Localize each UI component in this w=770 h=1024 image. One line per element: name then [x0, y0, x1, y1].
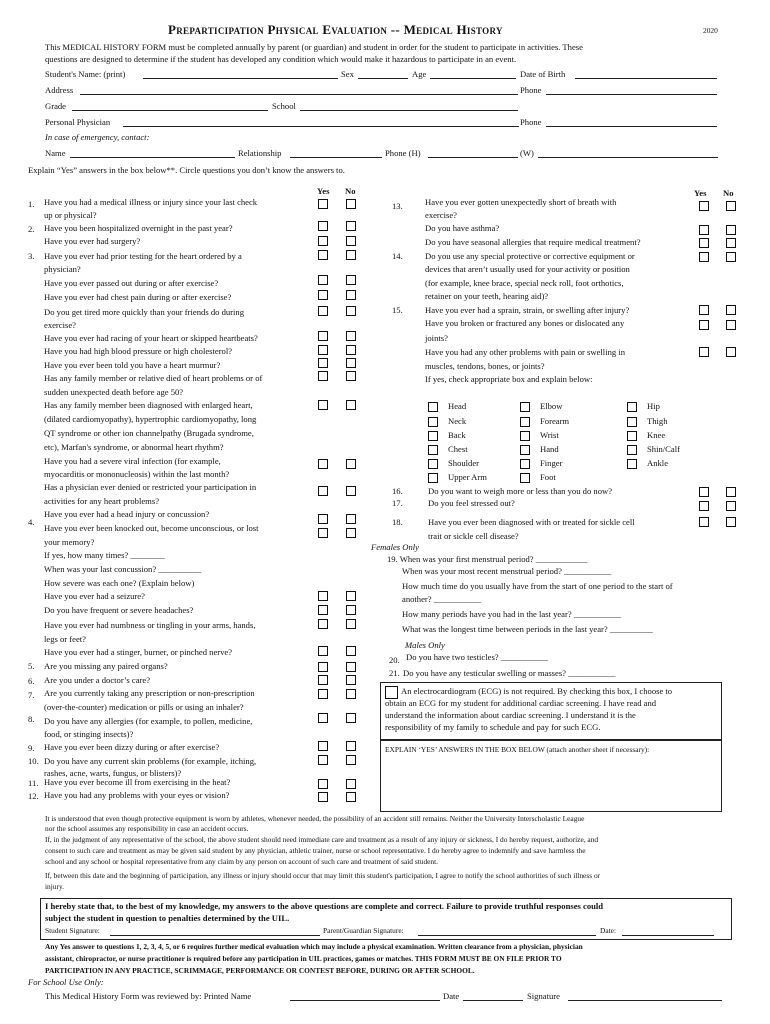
left-question-line: myocarditis or mononucleosis) within the last month?: [44, 469, 230, 479]
yes-checkbox[interactable]: [318, 675, 328, 685]
yes-checkbox[interactable]: [318, 514, 328, 524]
yes-checkbox[interactable]: [318, 662, 328, 672]
signature-label: Signature: [527, 991, 560, 1001]
no-checkbox[interactable]: [346, 221, 356, 231]
yes-checkbox[interactable]: [699, 225, 709, 235]
left-question-line: Have you ever had chest pain during or after exercise?: [44, 292, 232, 302]
right-question-line: Do you have asthma?: [425, 223, 500, 233]
left-question-line: exercise?: [44, 320, 76, 330]
left-question-line: Have you ever had racing of your heart or skipped heartbeats?: [44, 333, 258, 343]
no-checkbox[interactable]: [346, 275, 356, 285]
question-17: Do you feel stressed out?: [428, 498, 515, 508]
left-question-line: Have you ever been dizzy during or after exercise?: [44, 742, 220, 752]
yes-checkbox[interactable]: [318, 741, 328, 751]
males-only-label: Males Only: [405, 640, 445, 650]
ecg-line-1: An electrocardiogram (ECG) is not required. By checking this box, I choose to: [401, 686, 673, 696]
yes-checkbox[interactable]: [318, 358, 328, 368]
right-question-line: Do you have seasonal allergies that require medical treatment?: [425, 237, 641, 247]
form-year: 2020: [703, 26, 718, 35]
no-checkbox[interactable]: [726, 320, 736, 330]
yes-checkbox[interactable]: [699, 320, 709, 330]
right-question-line: Have you ever gotten unexpectedly short of breath with: [425, 197, 617, 207]
yes-checkbox[interactable]: [318, 236, 328, 246]
yes-checkbox[interactable]: [318, 591, 328, 601]
body-part-checkbox[interactable]: [428, 459, 438, 469]
physician-phone-label: Phone: [520, 117, 542, 127]
question-20-number: 20.: [389, 655, 400, 665]
left-question-number: 8.: [28, 714, 35, 724]
right-question-line: Have you had any other problems with pain or swelling in: [425, 347, 626, 357]
no-checkbox[interactable]: [346, 486, 356, 496]
age-label: Age: [412, 69, 427, 79]
right-question-line: retainer on your teeth, hearing aid)?: [425, 291, 549, 301]
sex-field[interactable]: [358, 78, 408, 79]
left-question-line: your memory?: [44, 537, 95, 547]
address-label: Address: [45, 85, 74, 95]
left-question-number: 1.: [28, 199, 35, 209]
intro-line-2: questions are designed to determine if the student has developed any condition which would make it hazardous to participate in an event.: [45, 54, 517, 64]
body-part-checkbox[interactable]: [627, 431, 637, 441]
left-question-line: QT syndrome or other ion channelpathy (Brugada syndrome,: [44, 428, 254, 438]
question-18-line-1: Have you ever been diagnosed with or treated for sickle cell: [428, 517, 635, 527]
left-question-line: Have you ever had a head injury or concussion?: [44, 509, 210, 519]
yes-checkbox[interactable]: [699, 252, 709, 262]
left-question-line: Have you ever had prior testing for the heart ordered by a: [44, 251, 242, 261]
left-question-number: 3.: [28, 251, 35, 261]
parent-signature-field[interactable]: [418, 935, 596, 936]
body-part-label: Hand: [540, 444, 559, 454]
physician-phone-field[interactable]: [546, 126, 717, 127]
student-signature-label: Student Signature:: [45, 926, 100, 935]
left-question-line: Have you ever had a stinger, burner, or pinched nerve?: [44, 647, 233, 657]
no-checkbox[interactable]: [346, 779, 356, 789]
left-question-line: sudden unexpected death before age 50?: [44, 387, 184, 397]
body-part-label: Shin/Calf: [647, 444, 680, 454]
body-part-checkbox[interactable]: [520, 402, 530, 412]
body-part-checkbox[interactable]: [627, 402, 637, 412]
ecg-line-3: understand the information about cardiac screening. I understand it is the: [385, 710, 636, 720]
sex-label: Sex: [341, 69, 354, 79]
left-question-line: Do you have any allergies (for example, to pollen, medicine,: [44, 716, 253, 726]
left-question-line: Have you had high blood pressure or high cholesterol?: [44, 346, 233, 356]
question-20: Do you have two testicles? ___________: [406, 652, 549, 662]
any-yes-1: Any Yes answer to questions 1, 2, 3, 4, 5, or 6 requires further medical evaluation which may include a physical examination. Written clearance from a physician, physician: [45, 942, 583, 951]
right-question-line: exercise?: [425, 210, 457, 220]
phone-label: Phone: [520, 85, 542, 95]
left-question-line: legs or feet?: [44, 634, 86, 644]
form-title: Preparticipation Physical Evaluation -- Medical History: [168, 22, 503, 37]
ecg-line-4: responsibility of my family to schedule and pay for such ECG.: [385, 722, 601, 732]
left-question-line: physician?: [44, 264, 81, 274]
no-checkbox[interactable]: [346, 371, 356, 381]
no-checkbox[interactable]: [726, 487, 736, 497]
any-yes-3: PARTICIPATION IN ANY PRACTICE, SCRIMMAGE, PERFORMANCE OR CONTEST BEFORE, DURING OR AFTER SCHOOL.: [45, 966, 475, 975]
relationship-field[interactable]: [290, 157, 382, 158]
left-question-number: 5.: [28, 661, 35, 671]
yes-checkbox[interactable]: [318, 275, 328, 285]
yes-header-right: Yes: [694, 188, 707, 198]
yes-checkbox[interactable]: [318, 646, 328, 656]
left-question-line: Have you had a severe viral infection (for example,: [44, 456, 221, 466]
yes-checkbox[interactable]: [699, 501, 709, 511]
no-checkbox[interactable]: [346, 591, 356, 601]
right-question-line: Have you ever had a sprain, strain, or swelling after injury?: [425, 305, 630, 315]
left-question-line: up or physical?: [44, 210, 97, 220]
question-18-line-2: trait or sickle cell disease?: [428, 531, 519, 541]
yes-checkbox[interactable]: [318, 689, 328, 699]
no-checkbox[interactable]: [346, 358, 356, 368]
yes-checkbox[interactable]: [318, 486, 328, 496]
date-field[interactable]: [622, 935, 714, 936]
no-checkbox[interactable]: [726, 501, 736, 511]
no-header-left: No: [345, 186, 356, 196]
no-checkbox[interactable]: [346, 792, 356, 802]
no-checkbox[interactable]: [346, 741, 356, 751]
right-question-line: (for example, knee brace, special neck roll, foot orthotics,: [425, 278, 624, 288]
statement-line-1: I hereby state that, to the best of my knowledge, my answers to the above questions are complete and correct. Failure to provide truthful responses could: [45, 901, 604, 911]
body-part-label: Upper Arm: [448, 472, 487, 482]
left-question-line: (dilated cardiomyopathy), hypertrophic cardiomyopathy, long: [44, 414, 257, 424]
physician-label: Personal Physician: [45, 117, 111, 127]
body-part-label: Shoulder: [448, 458, 480, 468]
fine-print-3: If, in the judgment of any representative of the school, the above student should need immediate care and treatment as a result of any injury or sickness, I do hereby request, authorize, and: [45, 835, 599, 844]
no-checkbox[interactable]: [346, 619, 356, 629]
left-question-line: How severe was each one? (Explain below): [44, 578, 195, 588]
yes-header-left: Yes: [317, 186, 330, 196]
no-checkbox[interactable]: [726, 305, 736, 315]
relationship-label: Relationship: [238, 148, 282, 158]
no-checkbox[interactable]: [726, 252, 736, 262]
left-question-line: Have you had any problems with your eyes or vision?: [44, 790, 230, 800]
left-question-number: 9.: [28, 743, 35, 753]
body-part-label: Neck: [448, 416, 467, 426]
yes-checkbox[interactable]: [318, 371, 328, 381]
body-part-label: Elbow: [540, 401, 563, 411]
left-question-number: 2.: [28, 224, 35, 234]
left-question-line: Have you ever become ill from exercising in the heat?: [44, 777, 231, 787]
right-question-number: 17.: [392, 498, 403, 508]
yes-checkbox[interactable]: [318, 619, 328, 629]
fine-print-1: It is understood that even though protective equipment is worn by athletes, whenever needed, the possibility of an accident still remains. Neither the University Interscholastic League: [45, 814, 585, 823]
body-part-checkbox[interactable]: [428, 417, 438, 427]
left-question-line: Has any family member or relative died of heart problems or of: [44, 373, 263, 383]
phone-h-field[interactable]: [428, 157, 518, 158]
body-part-checkbox[interactable]: [428, 473, 438, 483]
yes-checkbox[interactable]: [318, 779, 328, 789]
body-part-label: Finger: [540, 458, 563, 468]
yes-checkbox[interactable]: [699, 487, 709, 497]
left-question-line: When was your last concussion? __________: [44, 564, 202, 574]
school-field[interactable]: [300, 110, 518, 111]
dob-field[interactable]: [575, 78, 717, 79]
yes-checkbox[interactable]: [318, 250, 328, 260]
right-question-line: If yes, check appropriate box and explain below:: [425, 374, 593, 384]
female-line-1: When was your most recent menstrual period? ___________: [402, 566, 612, 576]
no-checkbox[interactable]: [346, 306, 356, 316]
no-checkbox[interactable]: [346, 646, 356, 656]
left-question-number: 11.: [28, 778, 39, 788]
school-use-label: For School Use Only:: [28, 977, 104, 987]
left-question-line: Have you ever been told you have a heart murmur?: [44, 360, 221, 370]
no-checkbox[interactable]: [726, 225, 736, 235]
intro-line-1: This MEDICAL HISTORY FORM must be completed annually by parent (or guardian) and student in order for the student to participate in activities. These: [45, 42, 583, 52]
body-part-label: Foot: [540, 472, 556, 482]
phone-h-label: Phone (H): [385, 148, 421, 158]
right-question-number: 18.: [392, 517, 403, 527]
no-checkbox[interactable]: [346, 689, 356, 699]
yes-checkbox[interactable]: [318, 792, 328, 802]
females-only-label: Females Only: [371, 542, 419, 552]
left-question-line: activities for any heart problems?: [44, 496, 160, 506]
yes-checkbox[interactable]: [318, 755, 328, 765]
emergency-name-field[interactable]: [70, 157, 235, 158]
fine-print-4: consent to such care and treatment as may be given said student by any physician, athletic trainer, nurse or school representative. I do hereby agree to indemnify and save harmless the: [45, 846, 586, 855]
yes-checkbox[interactable]: [318, 528, 328, 538]
yes-checkbox[interactable]: [318, 290, 328, 300]
right-question-line: devices that aren’t usually used for your activity or position: [425, 264, 630, 274]
student-signature-field[interactable]: [110, 935, 320, 936]
yes-checkbox[interactable]: [699, 347, 709, 357]
yes-checkbox[interactable]: [699, 517, 709, 527]
left-question-line: rashes, acne, warts, fungus, or blisters)?: [44, 768, 182, 778]
question-21-number: 21.: [389, 668, 400, 678]
review-signature-field[interactable]: [568, 1000, 722, 1001]
left-question-line: Have you had a medical illness or injury since your last check: [44, 197, 258, 207]
printed-name-field[interactable]: [290, 1000, 440, 1001]
question-16: Do you want to weigh more or less than you do now?: [428, 486, 613, 496]
left-question-line: Has a physician ever denied or restricted your participation in: [44, 482, 257, 492]
phone-field[interactable]: [546, 94, 717, 95]
right-question-number: 15.: [392, 305, 403, 315]
address-field[interactable]: [80, 94, 518, 95]
body-part-checkbox[interactable]: [520, 459, 530, 469]
grade-field[interactable]: [72, 110, 268, 111]
fine-print-5: school and any school or hospital representative from any claim by any person on account of such care and treatment of said student.: [45, 857, 439, 866]
school-label: School: [272, 101, 296, 111]
body-part-label: Head: [448, 401, 467, 411]
right-question-number: 16.: [392, 486, 403, 496]
explain-box-label: EXPLAIN ‘YES’ ANSWERS IN THE BOX BELOW (attach another sheet if necessary):: [385, 745, 650, 754]
statement-line-2: subject the student in question to penalties determined by the UIL.: [45, 913, 290, 923]
body-part-label: Knee: [647, 430, 666, 440]
body-part-label: Back: [448, 430, 466, 440]
left-question-line: Do you have any current skin problems (for example, itching,: [44, 756, 257, 766]
body-part-checkbox[interactable]: [627, 445, 637, 455]
body-part-label: Wrist: [540, 430, 559, 440]
fine-print-2: nor the school assumes any responsibility in case an accident occurs.: [45, 824, 249, 833]
right-question-number: 14.: [392, 251, 403, 261]
body-part-checkbox[interactable]: [627, 459, 637, 469]
left-question-number: 7.: [28, 690, 35, 700]
yes-checkbox[interactable]: [318, 331, 328, 341]
no-header-right: No: [723, 188, 734, 198]
physician-field[interactable]: [123, 126, 519, 127]
body-part-checkbox[interactable]: [428, 445, 438, 455]
yes-checkbox[interactable]: [318, 221, 328, 231]
left-question-number: 12.: [28, 791, 39, 801]
no-checkbox[interactable]: [346, 662, 356, 672]
female-line-3: another? ___________: [402, 594, 481, 604]
no-checkbox[interactable]: [346, 459, 356, 469]
left-question-line: (over-the-counter) medication or pills or using an inhaler?: [44, 702, 244, 712]
no-checkbox[interactable]: [346, 331, 356, 341]
fine-print-7: injury.: [45, 882, 65, 891]
yes-checkbox[interactable]: [318, 605, 328, 615]
body-part-label: Hip: [647, 401, 660, 411]
female-line-4: How many periods have you had in the last year? ___________: [402, 609, 622, 619]
right-question-number: 13.: [392, 201, 403, 211]
body-part-checkbox[interactable]: [428, 402, 438, 412]
left-question-number: 6.: [28, 676, 35, 686]
date2-label: Date: [443, 991, 460, 1001]
dob-label: Date of Birth: [520, 69, 566, 79]
left-question-line: Are you missing any paired organs?: [44, 661, 168, 671]
body-part-checkbox[interactable]: [428, 431, 438, 441]
no-checkbox[interactable]: [346, 755, 356, 765]
no-checkbox[interactable]: [346, 400, 356, 410]
no-checkbox[interactable]: [346, 514, 356, 524]
yes-checkbox[interactable]: [318, 459, 328, 469]
body-part-checkbox[interactable]: [520, 473, 530, 483]
no-checkbox[interactable]: [346, 250, 356, 260]
left-question-line: Are you under a doctor’s care?: [44, 675, 151, 685]
reviewed-label: This Medical History Form was reviewed by: Printed Name: [45, 991, 252, 1001]
body-part-label: Ankle: [647, 458, 669, 468]
any-yes-2: assistant, chiropractor, or nurse practitioner is required before any participation in UIL practices, games or matches. THIS FORM MUST BE ON FILE PRIOR TO: [45, 954, 562, 963]
left-question-line: If yes, how many times? ________: [44, 550, 165, 560]
body-part-label: Thigh: [647, 416, 668, 426]
age-field[interactable]: [430, 78, 516, 79]
left-question-line: etc), Marfan's syndrome, or abnormal heart rhythm?: [44, 442, 224, 452]
body-part-checkbox[interactable]: [627, 417, 637, 427]
body-part-label: Chest: [448, 444, 468, 454]
student-name-label: Student's Name: (print): [45, 69, 126, 79]
no-checkbox[interactable]: [346, 605, 356, 615]
question-21: Do you have any testicular swelling or masses? ___________: [403, 668, 616, 678]
no-checkbox[interactable]: [346, 675, 356, 685]
body-part-checkbox[interactable]: [520, 417, 530, 427]
date2-field[interactable]: [463, 1000, 523, 1001]
left-question-line: food, or stinging insects)?: [44, 729, 134, 739]
left-question-line: Have you ever had surgery?: [44, 236, 141, 246]
parent-signature-label: Parent/Guardian Signature:: [323, 926, 404, 935]
no-checkbox[interactable]: [346, 345, 356, 355]
female-line-2: How much time do you usually have from the start of one period to the start of: [402, 581, 673, 591]
left-question-line: Do you get tired more quickly than your friends do during: [44, 307, 245, 317]
right-question-line: joints?: [425, 333, 448, 343]
no-checkbox[interactable]: [346, 713, 356, 723]
right-question-line: muscles, tendons, bones, or joints?: [425, 361, 545, 371]
left-question-line: Have you been hospitalized overnight in the past year?: [44, 223, 233, 233]
left-question-number: 4.: [28, 517, 35, 527]
left-question-line: Have you ever been knocked out, become unconscious, or lost: [44, 523, 259, 533]
name-label: Name: [45, 148, 66, 158]
right-question-line: Do you use any special protective or corrective equipment or: [425, 251, 635, 261]
yes-checkbox[interactable]: [699, 201, 709, 211]
explain-instruction: Explain “Yes” answers in the box below**. Circle questions you don’t know the answers to.: [28, 165, 345, 175]
no-checkbox[interactable]: [726, 238, 736, 248]
left-question-line: Have you ever passed out during or after exercise?: [44, 278, 219, 288]
no-checkbox[interactable]: [726, 347, 736, 357]
body-part-checkbox[interactable]: [520, 431, 530, 441]
yes-checkbox[interactable]: [318, 713, 328, 723]
grade-label: Grade: [45, 101, 66, 111]
body-part-checkbox[interactable]: [520, 445, 530, 455]
female-line-5: What was the longest time between periods in the last year? __________: [402, 624, 653, 634]
left-question-line: Have you ever had numbness or tingling in your arms, hands,: [44, 620, 256, 630]
yes-checkbox[interactable]: [699, 305, 709, 315]
no-checkbox[interactable]: [346, 290, 356, 300]
yes-checkbox[interactable]: [318, 400, 328, 410]
right-question-line: Have you broken or fractured any bones or dislocated any: [425, 318, 625, 328]
left-question-number: 10.: [28, 756, 39, 766]
student-name-field[interactable]: [143, 78, 338, 79]
emergency-label: In case of emergency, contact:: [45, 132, 150, 142]
no-checkbox[interactable]: [726, 517, 736, 527]
phone-w-label: (W): [520, 148, 534, 158]
yes-checkbox[interactable]: [318, 306, 328, 316]
left-question-line: Has any family member been diagnosed with enlarged heart,: [44, 400, 253, 410]
no-checkbox[interactable]: [726, 201, 736, 211]
yes-checkbox[interactable]: [318, 199, 328, 209]
fine-print-6: If, between this date and the beginning of participation, any illness or injury should occur that may limit this student's participation, I agree to notify the school authorities of such illness or: [45, 871, 601, 880]
yes-checkbox[interactable]: [318, 345, 328, 355]
phone-w-field[interactable]: [538, 157, 718, 158]
body-part-label: Forearm: [540, 416, 570, 426]
yes-checkbox[interactable]: [699, 238, 709, 248]
no-checkbox[interactable]: [346, 236, 356, 246]
left-question-line: Are you currently taking any prescription or non-prescription: [44, 688, 255, 698]
ecg-line-2: obtain an ECG for my student for additional cardiac screening. I have read and: [385, 698, 657, 708]
date-label: Date:: [600, 926, 617, 935]
left-question-line: Do you have frequent or severe headaches?: [44, 605, 194, 615]
left-question-line: Have you ever had a seizure?: [44, 591, 145, 601]
no-checkbox[interactable]: [346, 199, 356, 209]
no-checkbox[interactable]: [346, 528, 356, 538]
question-19: 19. When was your first menstrual period? ____________: [387, 554, 588, 564]
